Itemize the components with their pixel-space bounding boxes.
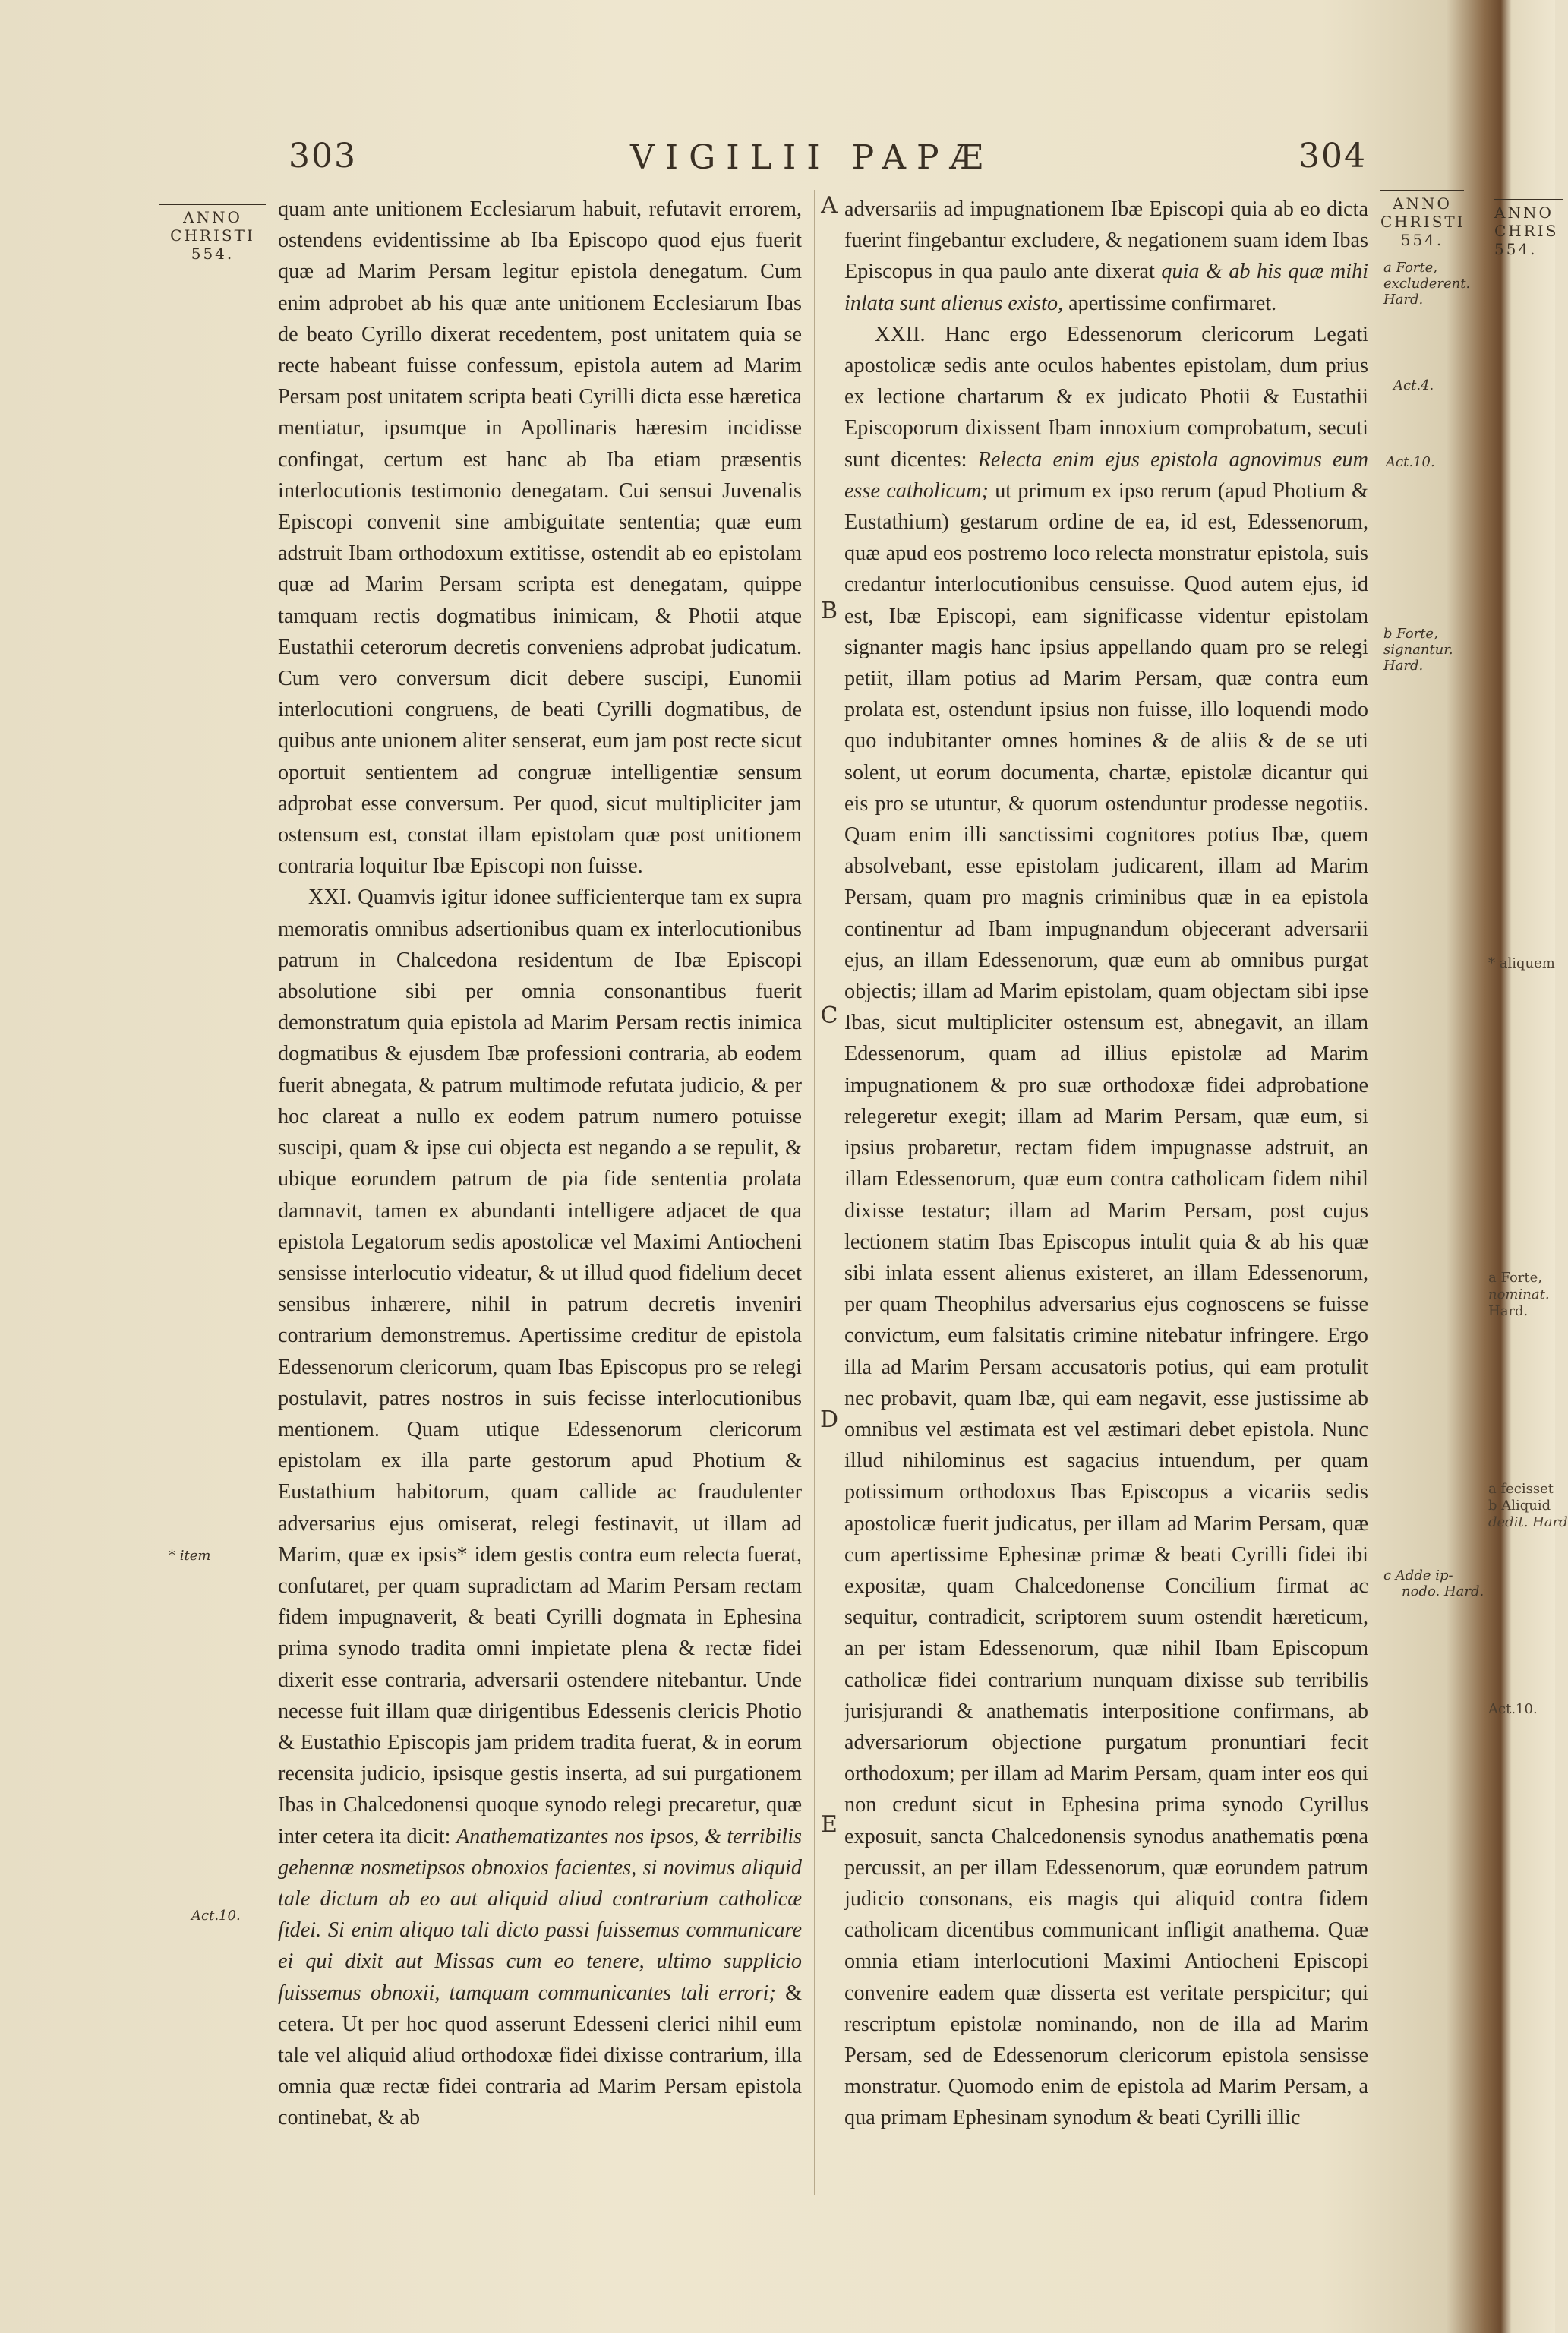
right-paragraph-2-end: ut primum ex ipso rerum (apud Photium & Eustathium) gestarum ordine de ea, id est, Edessenorum, quæ apud eos postremo loco relecta monstratur epistola, suis credantur interlocutionibus censuisse. Quod autem ejus, id est, Ibæ Episcopi, eam significasse videntur epistolam signanter magis hanc ipsius appellando quam pro se relegi petiit, illam potius ad Marim Persam, quæ contra eum prolata est, ostendunt ipsius non fuisse, illo loquendi modo quo indubitanter omnes homines & de aliis & de se uti solent, ut eorum documenta, chartæ, epistolæ dicantur qui eis pro se utuntur, & quorum ostenduntur prodesse negotiis. Quam enim illi sanctissimi cognitores potius Ibæ, quem absolvebant, esse epistolam judicarent, illam ad Marim Persam, quam pro magnis criminibus quæ in ea epistola continentur ad Ibam impugnandum objecerant adversarii ejus, an illam Edessenorum, quæ eum ab omnibus purgat objectis; illam ad Marim epistolam, quam objectam sibi ipse Ibas, sicut multipliciter ostensum est, abnegavit, an illam Edessenorum, quam ad illius epistolæ ad Marim impugnationem & pro suæ orthodoxæ fidei adprobatione relegeretur exegit; illam ad Marim Persam, quæ eum, si ipsius probaretur, rectam fidem impugnasse adstruit, an illam Edessenorum, quæ eum contra catholicam fidem nihil dixisse testatur; illam ad Marim Persam, post cujus lectionem statim Ibas Episcopus intulit quia & ab his quæ sibi inlata essent alienus existeret, an illam Edessenorum, per quam Theophilus adversarius ejus cognoscens se fuisse convictum, eum falsitatis crimine nitebatur infringere. Ergo illa ad Marim Persam accusatoris potius, qui eam protulit nec probavit, quam Ibæ, qui eam negavit, esse justissime ab omnibus vel æstimata est vel æstimari debet epistola. Nunc illud nihilominus est sagacius intuendum, per quam potissimum orthodoxus Ibas Episcopus a vicariis sedis apostolicæ fuerit judicatus, per illam ad Marim Persam, quæ cum apertissime Ephesinæ primæ & beati Cyrilli fidei ibi expositæ, quam Chalcedonense Concilium firmat ac sequitur, contradicit, scriptorem suum ostendit hæreticum, an per istam Edessenorum, quæ nihil Ibam Episcopum catholicæ fidei contrarium nunquam dixisse sub terribilis jurisjurandi & anathematis interpositione confirmans, ab adversariorum objectione purgatum pronuntiari fecit orthodoxum; per illam ad Marim Persam, quam inter eos qui non credunt sicut in Ephesina prima synodo Cyrillus exposuit, sancta Chalcedonensis synodus anathematis pœna percussit, an per illam Edessenorum, quæ eorundem patrum judicio consonans, eis magis qui aliquid contra fidem catholicam dicentibus communicant infligit anathema. Quæ omnia etiam interlocutioni Maximi Antiocheni Episcopi convenire eadem quæ disserta est veritate perspicitur; qui rescriptum epistolæ nominando, non de illa ad Marim Persam, sed de Edessenorum clericorum epistola sensisse monstratur. Quomodo enim de epistola ad Marim Persam, a qua primam Ephesinam synodum & beati Cyrilli illic (844, 478, 1368, 2130)
margin-letter-d: D (819, 1406, 839, 1433)
margin-note-act10-right: Act.10. (1386, 454, 1435, 470)
edge-anno-word: ANNO (1494, 204, 1554, 222)
anno-word-right: ANNO (1393, 194, 1452, 213)
edge-anno-christi (1494, 199, 1563, 258)
edge-note-hard: Hard. (1488, 1303, 1529, 1319)
right-paragraph-2-italic: Relecta enim ejus epistola agnovimus eum esse catholicum; (844, 447, 1368, 503)
right-paragraph-2 (844, 319, 1368, 2134)
edge-anno-rule (1494, 199, 1563, 200)
anno-christi-left (159, 204, 266, 263)
edge-note-act10: Act.10. (1488, 1701, 1538, 1717)
margin-note-c-cont: nodo. Hard. (1402, 1583, 1484, 1599)
left-paragraph-2-italic: Anathematizantes nos ipsos, & terribilis gehennæ nosmetipsos obnoxios facientes, si novimus aliquid tale dictum ab eo aut aliquid aliud contrarium catholicæ fidei. Si enim aliquo tali dicto passi fuissemus communicare ei qui dixit aut Missas cum eo tenere, ultimo supplicio fuissemus obnoxii, tamquam communicantes tali errori; (278, 1824, 803, 2005)
anno-year-right: 554. (1400, 231, 1444, 249)
christi-word: CHRISTI (170, 226, 255, 245)
margin-letter-e: E (821, 1811, 838, 1838)
left-paragraph-2 (278, 882, 802, 2133)
page-header (289, 137, 1367, 182)
edge-note-aliquem: * aliquem (1488, 955, 1555, 971)
right-paragraph-1-text: adversariis ad impugnationem Ibæ Episcopi quia ab eo dicta fuerint fingebantur excludere, & negationem suam idem Ibas Episcopus in qua paulo ante dixerat (844, 197, 1368, 284)
edge-anno-year: 554. (1494, 240, 1538, 258)
margin-letter-a: A (821, 192, 838, 219)
edge-note-fecisset: a fecisset (1488, 1481, 1554, 1497)
edge-note-forte: a Forte, (1488, 1270, 1543, 1286)
christi-word-right: CHRISTI (1380, 213, 1465, 231)
anno-word: ANNO (183, 208, 242, 226)
right-paragraph-1-italic: quia & ab his quæ mihi inlata sunt alienus existo, (844, 260, 1369, 315)
anno-christi-right (1380, 190, 1464, 249)
anno-year: 554. (191, 245, 235, 263)
anno-rule-right (1380, 190, 1464, 191)
page-number-right: 304 (1298, 137, 1367, 175)
margin-letter-c: C (820, 1002, 838, 1029)
right-column-text (844, 194, 1368, 2134)
left-paragraph-2-text: XXI. Quamvis igitur idonee sufficienterque tam ex supra memoratis omnibus adsertionibus quam ex interlocutionibus patrum in Chalcedona residentum de Ibæ Episcopi absolutione sibi per omnia consonantibus fuerit demonstratum quia epistola ad Marim Persam rectis inimica dogmatibus & ejusdem Ibæ professioni contraria, ab eodem fuerit abnegata, & patrum multimode refutata judicio, & per hoc clareat a nullo ex eodem patrum numero potuisse suscipi, quam & ipse cui objecta est negando a se repulit, & ubique eorundem patrum de pia fide sententia prolata damnavit, tamen ex abundanti intelligere adjacet de qua epistola Legatorum sedis apostolicæ vel Maximi Antiocheni sensisse interlocutio videatur, & ut illud quod fidelium decet sensibus inhærere, nihil in patrum decretis inveniri contrarium demonstremus. Apertissime creditur de epistola Edessenorum clericorum, quam Ibas Episcopus pro se relegi postulavit, patres nostros in suis fecisse interlocutionibus mentionem. Quam utique Edessenorum clericorum epistolam ex illa parte gestorum apud Photium & Eustathium habitorum, quam callide ac fraudulenter adversarius ejus omiserat, relegi festinavit, ut illam ad Marim, quæ ex ipsis* idem gestis contra eum relecta fuerat, confutaret, per quam supradictam ad Marim Persam rectam fidem impugnaverit, & beati Cyrilli dogmata in Ephesina prima synodo tradita omni impietate plena & rectæ fidei dixerit esse contraria, adversarii ostendere nitebantur. Unde necesse fuit illam quæ dirigentibus Edessenis clericis Photio & Eustathio Episcopis jam pridem tradita fuerat, & in eorum recensita judicio, ipsisque gestis inserta, ad sui purgationem Ibas in Chalcedonensi quoque synodo relegi precaretur, quæ inter cetera ita dicit: (278, 886, 802, 1848)
anno-rule (159, 204, 266, 205)
margin-note-act4: Act.4. (1393, 377, 1434, 393)
right-paragraph-2-text: XXII. Hanc ergo Edessenorum clericorum Legati apostolicæ sedis ante oculos habentes epistolam, dum prius ex lectione chartarum & ex judicato Photii & Eustathii Episcoporum dixissent Ibam innoxium comprobatum, secuti sunt dicentes: (844, 322, 1368, 472)
margin-letter-b: B (820, 598, 838, 624)
margin-note-a: a Forte, excluderent. Hard. (1383, 260, 1471, 308)
right-paragraph-1-end: apertissime confirmaret. (1068, 291, 1277, 315)
page-number-left: 303 (289, 137, 357, 175)
left-paragraph-1: quam ante unitionem Ecclesiarum habuit, refutavit errorem, ostendens evidentissime ab Iba Episcopo quod ejus fuerit quæ ad Marim Persam legitur epistola denegatum. Cum enim adprobet ab his quæ ante unitionem Ecclesiarum Ibas de beato Cyrillo dixerat recedentem, post unitatem quia se recte habeant fuisse confessum, epistola autem ad Marim Persam post unitatem scripta beati Cyrilli dicta esse hæretica mentiatur, ipsumque in Apollinaris hæresim incidisse confingat, certum est hanc ab Iba etiam præsentis interlocutionis testimonio denegatam. Cui sensui Juvenalis Episcopi convenit sine ambiguitate sententia; quæ eum adstruit Ibam orthodoxum extitisse, ostendit ab eo epistolam quæ ad Marim Persam scripta est denegatam, quippe tamquam rectis dogmatibus inimicam, & Photii atque Eustathii ceterorum decretis conveniens adprobat judicatum. Cum vero conversum dicit debere suscipi, Eunomii interlocutioni congruens, de beati Cyrilli dogmatibus, de quibus ante unionem aliter senserat, eum jam post recte sicut oportuit sentientem ad congruæ intelligentiæ sensum adprobat esse conversum. Per quod, sicut multipliciter jam ostensum est, constat illam epistolam quæ post unitionem contraria loquitur Ibæ Episcopi non fuisse. (278, 197, 802, 879)
margin-note-b: b Forte, signantur. Hard. (1383, 626, 1453, 674)
right-paragraph-1 (844, 194, 1368, 319)
left-paragraph-2-end: & cetera. Ut per hoc quod asserunt Edesseni clerici nihil eum tale vel aliquid aliud orthodoxæ fidei dixisse contrarium, illa omnia quæ rectæ fidei contraria ad Marim Persam epistola continebat, & ab (278, 1981, 802, 2130)
edge-note-nominat: nominat. (1488, 1286, 1550, 1302)
margin-note-c: c Adde ip- (1383, 1567, 1453, 1583)
column-divider (814, 190, 815, 2195)
left-column-text (278, 194, 802, 2134)
margin-note-act10-left: Act.10. (191, 1908, 241, 1924)
edge-christi-word: CHRIS (1494, 222, 1559, 240)
edge-note-aliquid: b Aliquid (1488, 1498, 1551, 1514)
running-title: VIGILII PAPÆ (630, 138, 994, 177)
margin-note-item: * item (169, 1548, 211, 1564)
edge-note-dedit: dedit. Hard (1488, 1514, 1568, 1530)
